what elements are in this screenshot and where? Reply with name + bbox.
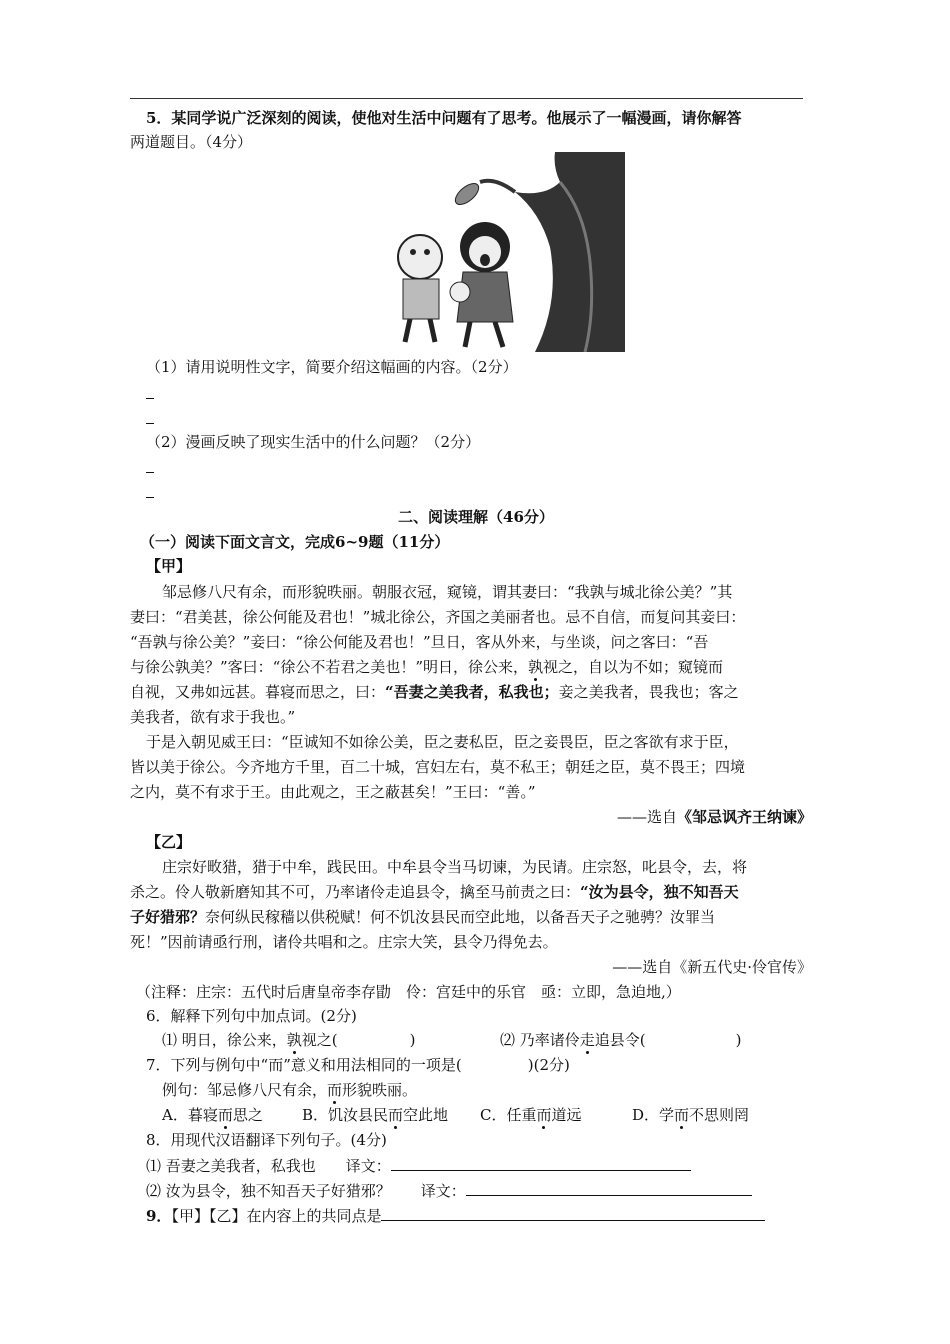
q5-sub2: （2）漫画反映了现实生活中的什么问题？（2分）: [146, 433, 481, 451]
yi-line: 庄宗好畋猎，猎于中牟，践民田。中牟县令当马切谏，为民请。庄宗怒，叱县令，去，将: [162, 858, 748, 876]
q8-sentence1: ⑴ 吾妻之美我者，私我也 译文：: [146, 1156, 691, 1176]
q8-stem: 8．用现代汉语翻译下列句子。(4分): [146, 1131, 387, 1149]
q7-option-c[interactable]: C．任重而道远: [480, 1106, 582, 1124]
cartoon-illustration: [385, 152, 625, 352]
header-rule: [130, 98, 803, 99]
answer-line[interactable]: [146, 472, 154, 473]
q8-sentence2: ⑵ 汝为县令，独不知吾天子好猎邪？ 译文：: [146, 1181, 752, 1201]
section-title: 二、阅读理解（46分）: [398, 508, 554, 526]
part1-title: （一）阅读下面文言文，完成6~9题（11分）: [140, 533, 450, 551]
jia-line: 皆以美于徐公。今齐地方千里，百二十城，宫妇左右，莫不私王；朝廷之臣，莫不畏王；四境: [130, 758, 746, 776]
yi-source: ——选自《新五代史·伶官传》: [612, 958, 812, 976]
jia-line: 妻曰：“君美甚，徐公何能及君也！”城北徐公，齐国之美丽者也。忌不自信，而复问其妾曰：: [130, 608, 746, 626]
q9-answer-line[interactable]: [381, 1206, 765, 1221]
jia-line: 自视，又弗如远甚。暮寝而思之，曰：“吾妻之美我者，私我也；妾之美我者，畏我也；客之: [130, 683, 739, 701]
q9-stem: 9．【甲】【乙】在内容上的共同点是: [146, 1206, 765, 1226]
yi-line: 子好猎邪？奈何纵民稼穑以供税赋！何不饥汝县民而空此地，以备吾天子之驰骋？汝罪当: [130, 908, 716, 926]
annotation-note: （注释：庄宗：五代时后唐皇帝李存勖 伶：宫廷中的乐官 亟：立即，急迫地,）: [136, 983, 681, 1001]
q8-answer-line[interactable]: [466, 1181, 752, 1196]
q5-sub1: （1）请用说明性文字，简要介绍这幅画的内容。（2分）: [146, 358, 518, 376]
yi-line: 杀之。伶人敬新磨知其不可，乃率诸伶走追县令，擒至马前责之曰：“汝为县令，独不知吾天: [130, 883, 739, 901]
q5-line1: 5．某同学说广泛深刻的阅读，使他对生活中问题有了思考。他展示了一幅漫画，请你解答: [146, 109, 742, 127]
jia-line: 邹忌修八尺有余，而形貌昳丽。朝服衣冠，窥镜，谓其妻曰：“我孰与城北徐公美？”其: [162, 583, 733, 601]
jia-line: 美我者，欲有求于我也。”: [130, 708, 296, 726]
jia-line: 于是入朝见威王曰：“臣诚知不如徐公美，臣之妻私臣，臣之妾畏臣，臣之客欲有求于臣，: [146, 733, 739, 751]
q7-option-b[interactable]: B．饥汝县民而空此地: [302, 1106, 449, 1124]
jia-line: 之内，莫不有求于王。由此观之，王之蔽甚矣！”王曰：“善。”: [130, 783, 536, 801]
q7-option-d[interactable]: D．学而不思则罔: [632, 1106, 750, 1124]
passage-yi-label: 【乙】: [146, 833, 192, 851]
q7-stem: 7．下列与例句中“而”意义和用法相同的一项是( )(2分): [146, 1056, 570, 1074]
yi-line: 死！”因前请亟行刑，诸伶共唱和之。庄宗大笑，县令乃得免去。: [130, 933, 558, 951]
answer-line[interactable]: [146, 497, 154, 498]
q7-example: 例句：邹忌修八尺有余，而形貌昳丽。: [162, 1081, 418, 1099]
answer-line[interactable]: [146, 423, 154, 424]
q7-option-a[interactable]: A．暮寝而思之: [162, 1106, 263, 1124]
jia-line: 与徐公孰美？”客曰：“徐公不若君之美也！”明日，徐公来，孰视之，自以为不如；窥镜而: [130, 658, 724, 676]
q5-line2: 两道题目。（4分）: [130, 133, 253, 151]
q6-stem: 6．解释下列句中加点词。(2分): [146, 1007, 357, 1025]
passage-jia-label: 【甲】: [146, 557, 192, 575]
q8-answer-line[interactable]: [391, 1156, 691, 1171]
jia-line: “吾孰与徐公美？”妾曰：“徐公何能及君也！”旦日，客从外来，与坐谈，问之客曰：“吾: [130, 633, 709, 651]
q6-item2: ⑵ 乃率诸伶走追县令( ): [500, 1031, 742, 1049]
answer-line[interactable]: [146, 398, 154, 399]
jia-source: ——选自《邹忌讽齐王纳谏》: [616, 808, 812, 826]
q6-item1: ⑴ 明日，徐公来，孰视之( ): [162, 1031, 416, 1049]
